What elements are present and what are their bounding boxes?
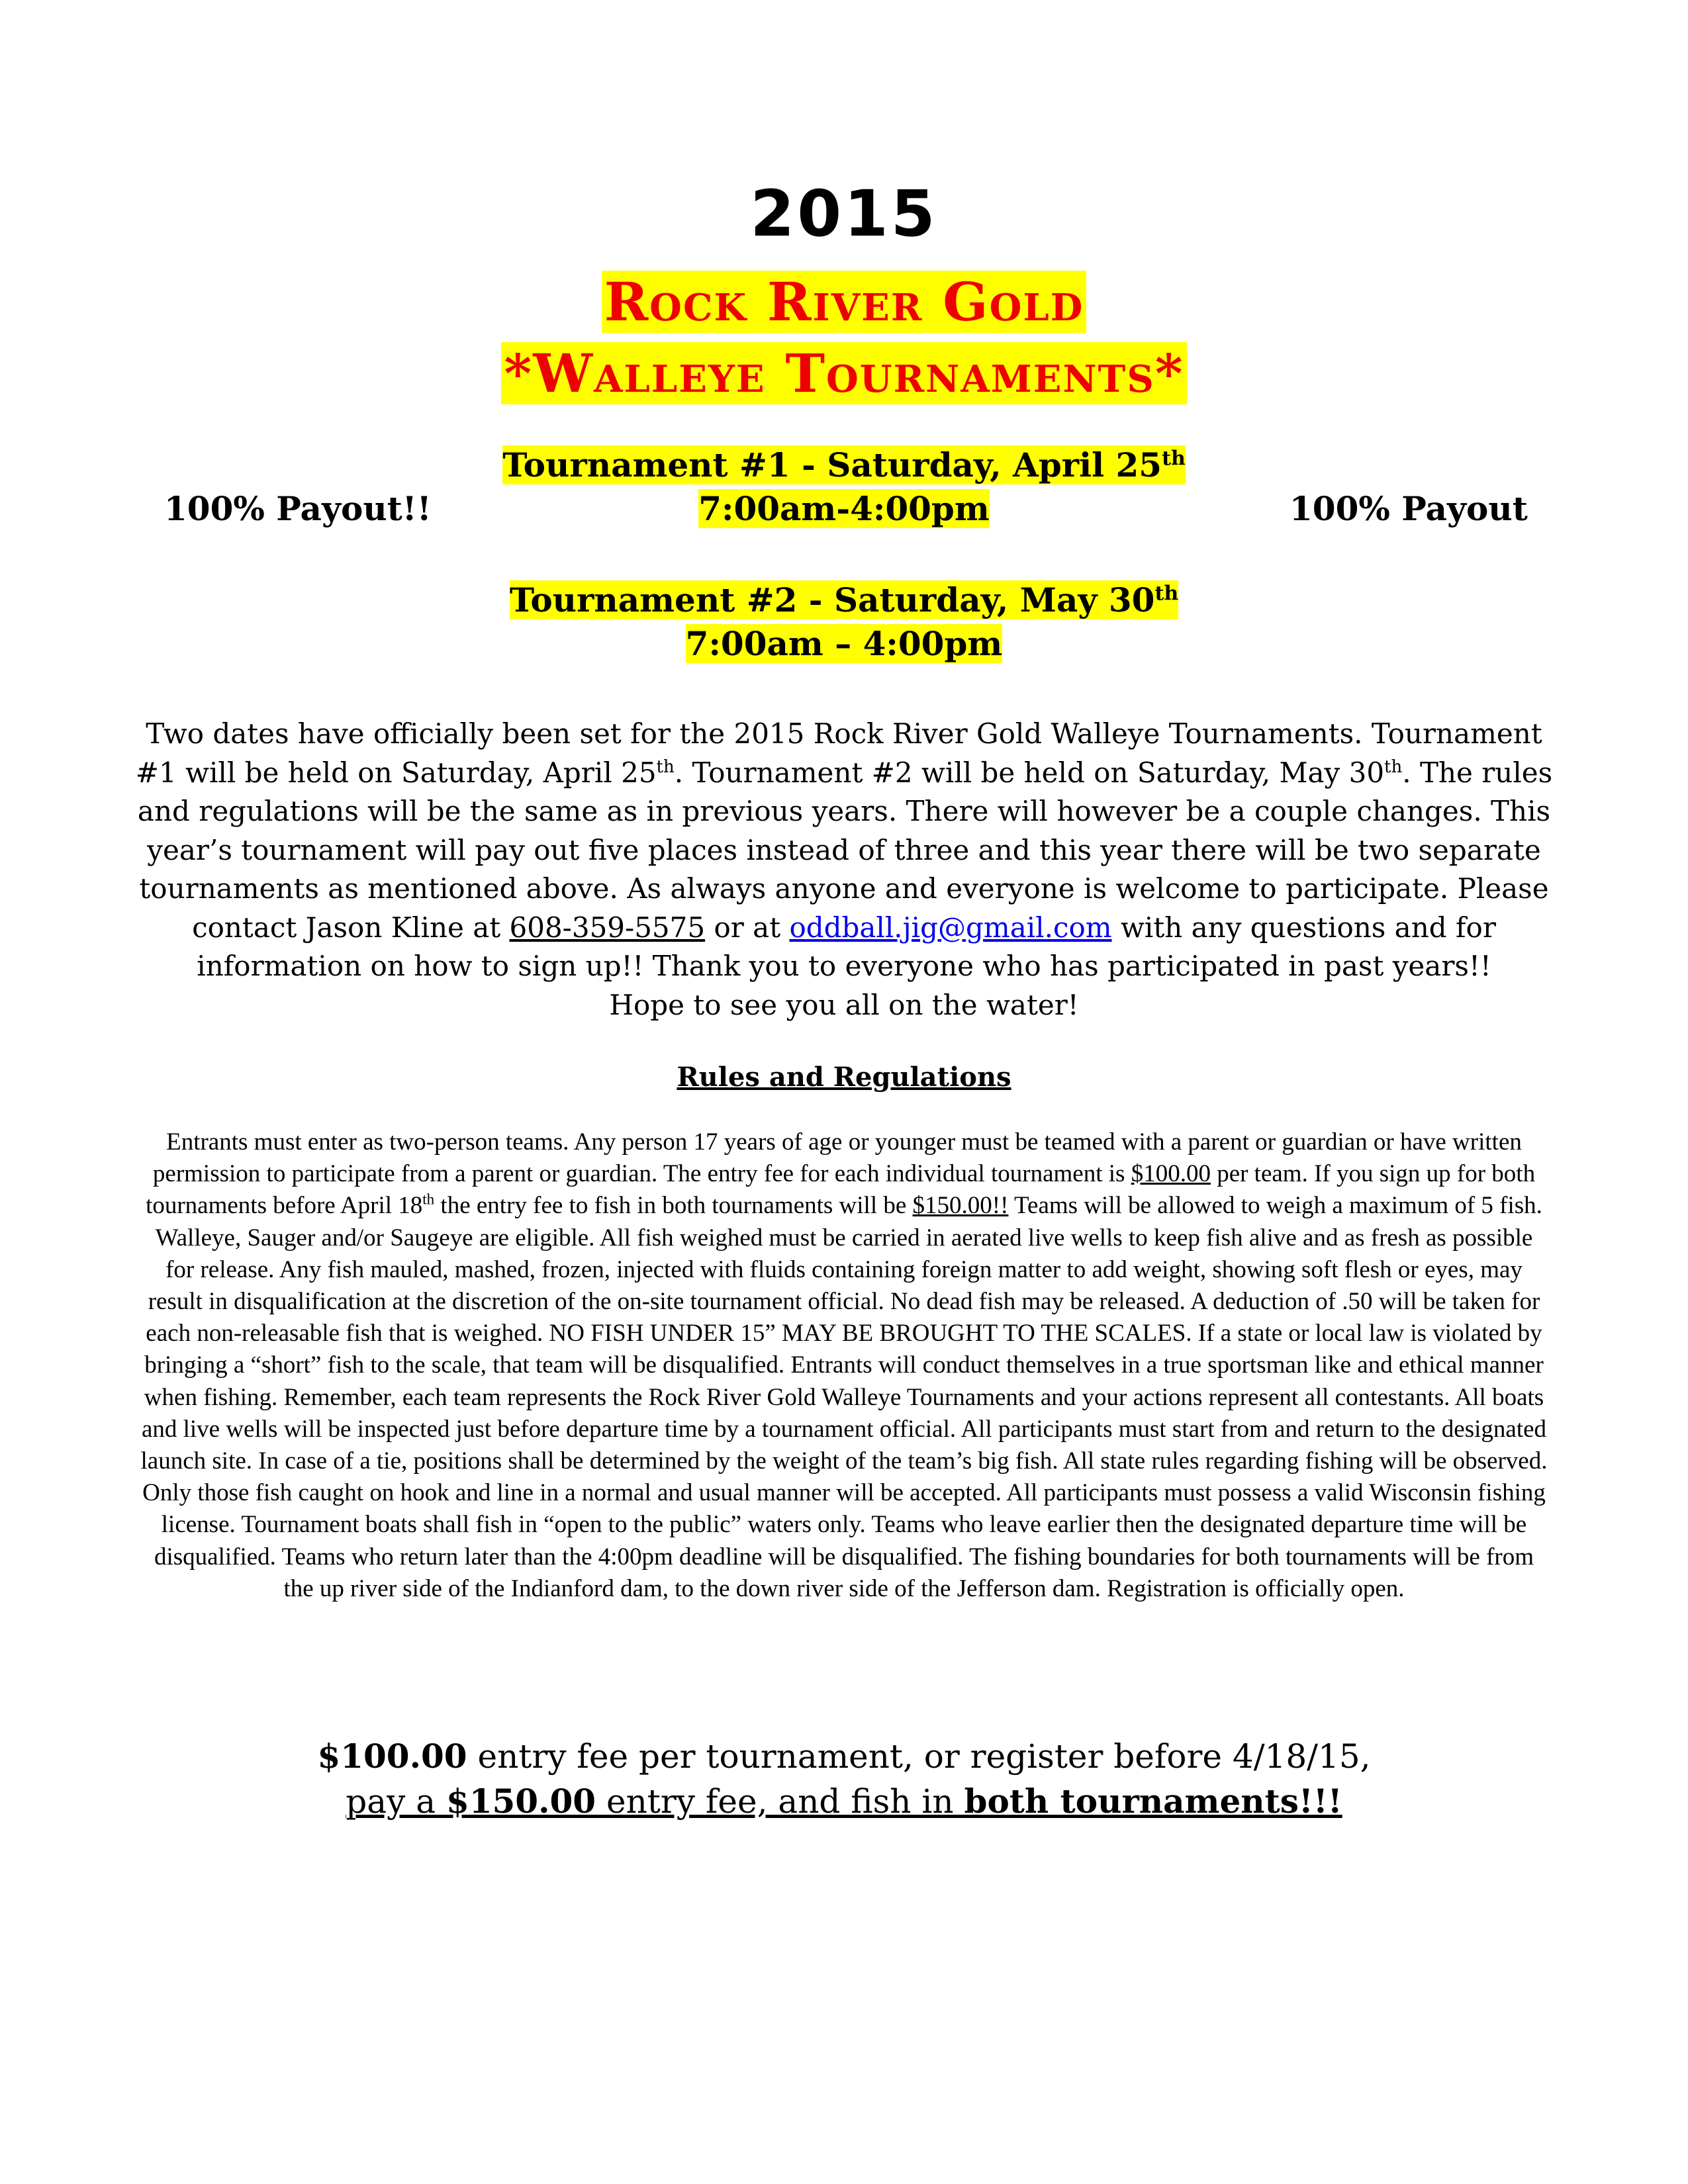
tournament-1-date-suffix: th <box>1162 447 1186 471</box>
intro-text-2: . Tournament #2 will be held on Saturday, May 30 <box>674 756 1385 789</box>
intro-paragraph <box>132 715 1556 1024</box>
title-walleye-tournaments: *Walleye Tournaments* <box>501 342 1186 404</box>
rules-fee-both: $150.00!! <box>912 1192 1009 1220</box>
title-line-2-wrap <box>0 339 1688 408</box>
footer-text-3: entry fee, and fish in <box>596 1782 964 1821</box>
title-rock-river-gold: Rock River Gold <box>602 271 1087 333</box>
payout-right: 100% Payout <box>1289 489 1528 528</box>
rules-text-1: Entrants must enter as two-person teams. Any person 17 years of age or younger must be teamed with a parent or guardian or have written permission to participate from a parent or guardian. The entry fee for each individual tournament is <box>152 1128 1522 1188</box>
footer-both-tournaments: both tournaments!!! <box>964 1782 1342 1821</box>
intro-sup-2: th <box>1384 756 1403 777</box>
tournament-2-date-suffix: th <box>1154 582 1179 606</box>
tournament-2-date: Tournament #2 - Saturday, May 30 <box>509 580 1155 619</box>
payout-left: 100% Payout!! <box>164 489 432 528</box>
tournament-2-date-line <box>0 578 1688 622</box>
footer-text-2: pay a <box>346 1782 446 1821</box>
intro-text-1: Two dates have officially been set for the 2015 Rock River Gold Walleye Tournaments. Tournament #1 will be held on Saturday, April 25 <box>135 717 1542 789</box>
intro-sup-1: th <box>656 756 675 777</box>
rules-fee-single: $100.00 <box>1131 1160 1211 1188</box>
footer-text-1: entry fee per tournament, or register before 4/18/15, <box>467 1737 1371 1776</box>
rules-text-2: per team. If you sign up for both tournaments before April 18 <box>146 1160 1536 1220</box>
footer-fee-both: $150.00 <box>445 1782 596 1821</box>
rules-heading: Rules and Regulations <box>677 1062 1011 1093</box>
tournament-1-time: 7:00am-4:00pm <box>698 489 990 528</box>
intro-text-5: with any questions and for information on how to sign up!! Thank you to everyone who has participated in past years!! <box>197 911 1496 982</box>
rules-paragraph <box>139 1126 1549 1605</box>
title-line-1-wrap <box>0 267 1688 336</box>
tournament-2-time-line <box>0 622 1688 666</box>
footer-summary <box>0 1734 1688 1824</box>
tournament-1-date: Tournament #1 - Saturday, April 25 <box>502 445 1162 484</box>
footer-fee-single: $100.00 <box>317 1737 467 1776</box>
intro-text-4: or at <box>705 911 790 944</box>
rules-sup: th <box>422 1191 435 1208</box>
contact-email-link[interactable]: oddball.jig@gmail.com <box>789 911 1112 944</box>
rules-text-4: Teams will be allowed to weigh a maximum of 5 fish. Walleye, Sauger and/or Saugeye are eligible. All fish weighed must be carried in aerated live wells to keep fish alive and as fresh as possible for release. Any fish mauled, mashed, frozen, injected with fluids containing foreign matter to add weight, showing soft flesh or eyes, may result in disqualification at the discretion of the on-site tournament official. No dead fish may be released. A deduction of .50 will be taken for each non-releasable fish that is weighed. NO FISH UNDER 15” MAY BE BROUGHT TO THE SCALES. If a state or local law is violated by bringing a “short” fish to the scale, that team will be disqualified. Entrants will conduct themselves in a true sportsman like and ethical manner when fishing. Remember, each team represents the Rock River Gold Walleye Tournaments and your actions represent all contestants. All boats and live wells will be inspected just before departure time by a tournament official. All participants must start from and return to the designated launch site. In case of a tie, positions shall be determined by the weight of the team’s big fish. All state rules regarding fishing will be observed. Only those fish caught on hook and line in a normal and usual manner will be accepted. All participants must possess a valid Wisconsin fishing license. Tournament boats shall fish in “open to the public” waters only. Teams who leave earlier then the designated departure time will be disqualified. Teams who return later than the 4:00pm deadline will be disqualified. The fishing boundaries for both tournaments will be from the up river side of the Indianford dam, to the down river side of the Jefferson dam. Registration is officially open. <box>140 1192 1548 1602</box>
contact-phone: 608-359-5575 <box>509 911 706 944</box>
year-title: 2015 <box>750 177 938 251</box>
tournament-1-date-line <box>0 443 1688 487</box>
rules-text-3: the entry fee to fish in both tournaments will be <box>434 1192 913 1220</box>
footer-line-1 <box>0 1734 1688 1779</box>
footer-line-2 <box>0 1779 1688 1824</box>
intro-closing: Hope to see you all on the water! <box>609 988 1079 1021</box>
tournament-2-time: 7:00am – 4:00pm <box>685 624 1003 663</box>
intro-text-3: . The rules and regulations will be the same as in previous years. There will however be a couple changes. This year’s tournament will pay out five places instead of three and this year there will be two separate tournaments as mentioned above. As always anyone and everyone is welcome to participate. Please contact Jason Kline at <box>137 756 1553 944</box>
